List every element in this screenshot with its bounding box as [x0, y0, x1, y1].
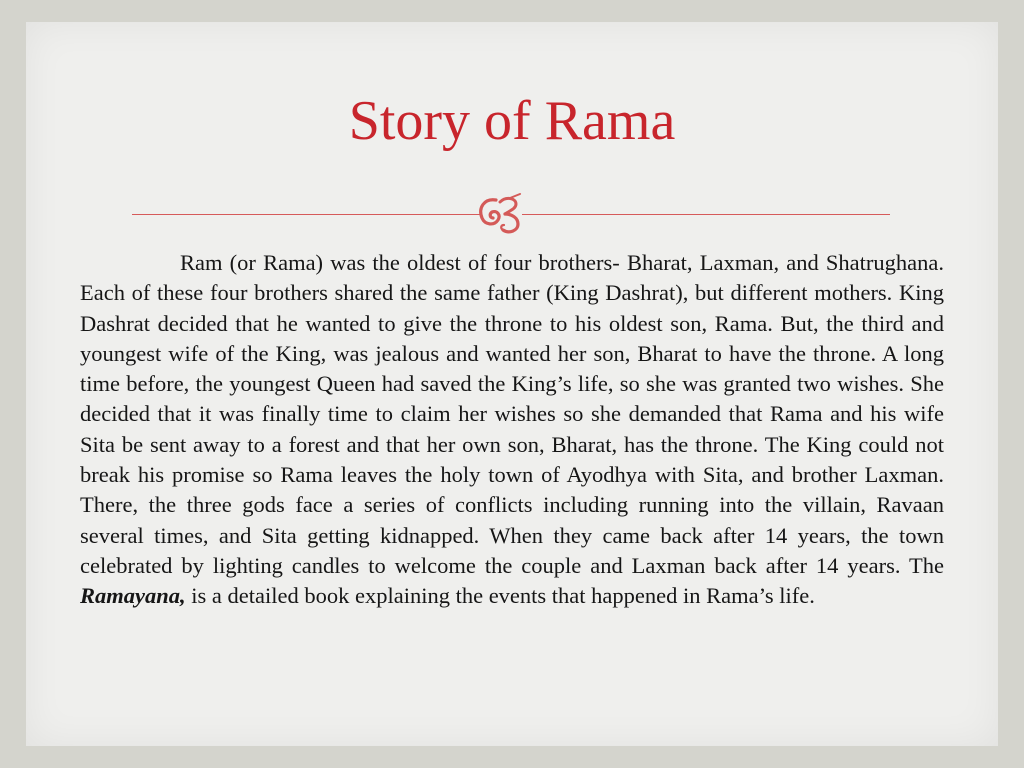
story-text-part2: is a detailed book explaining the events that happened in Rama’s life.: [185, 583, 815, 609]
book-title-ramayana: Ramayana,: [80, 583, 186, 609]
divider-line-right: [522, 214, 890, 215]
story-paragraph: [80, 248, 944, 612]
divider-line-left: [132, 214, 480, 215]
calligraphic-flourish-icon: [476, 192, 526, 236]
story-text-part1: Ram (or Rama) was the oldest of four brothers- Bharat, Laxman, and Shatrughana. Each of these four brothers shared the same father (King Dashrat), but different mothers. King Dashrat decided that he wanted to give the throne to his oldest son, Rama. But, the third and youngest wife of the King, was jealous and wanted her son, Bharat to have the throne. A long time before, the youngest Queen had saved the King’s life, so she was granted two wishes. She decided that it was finally time to claim her wishes so she demanded that Rama and his wife Sita be sent away to a forest and that her own son, Bharat, has the throne. The King could not break his promise so Rama leaves the holy town of Ayodhya with Sita, and brother Laxman. There, the three gods face a series of conflicts including running into the villain, Ravaan several times, and Sita getting kidnapped. When they came back after 14 years, the town celebrated by lighting candles to welcome the couple and Laxman back after 14 years. The: [80, 250, 944, 578]
slide-title: Story of Rama: [348, 90, 676, 152]
